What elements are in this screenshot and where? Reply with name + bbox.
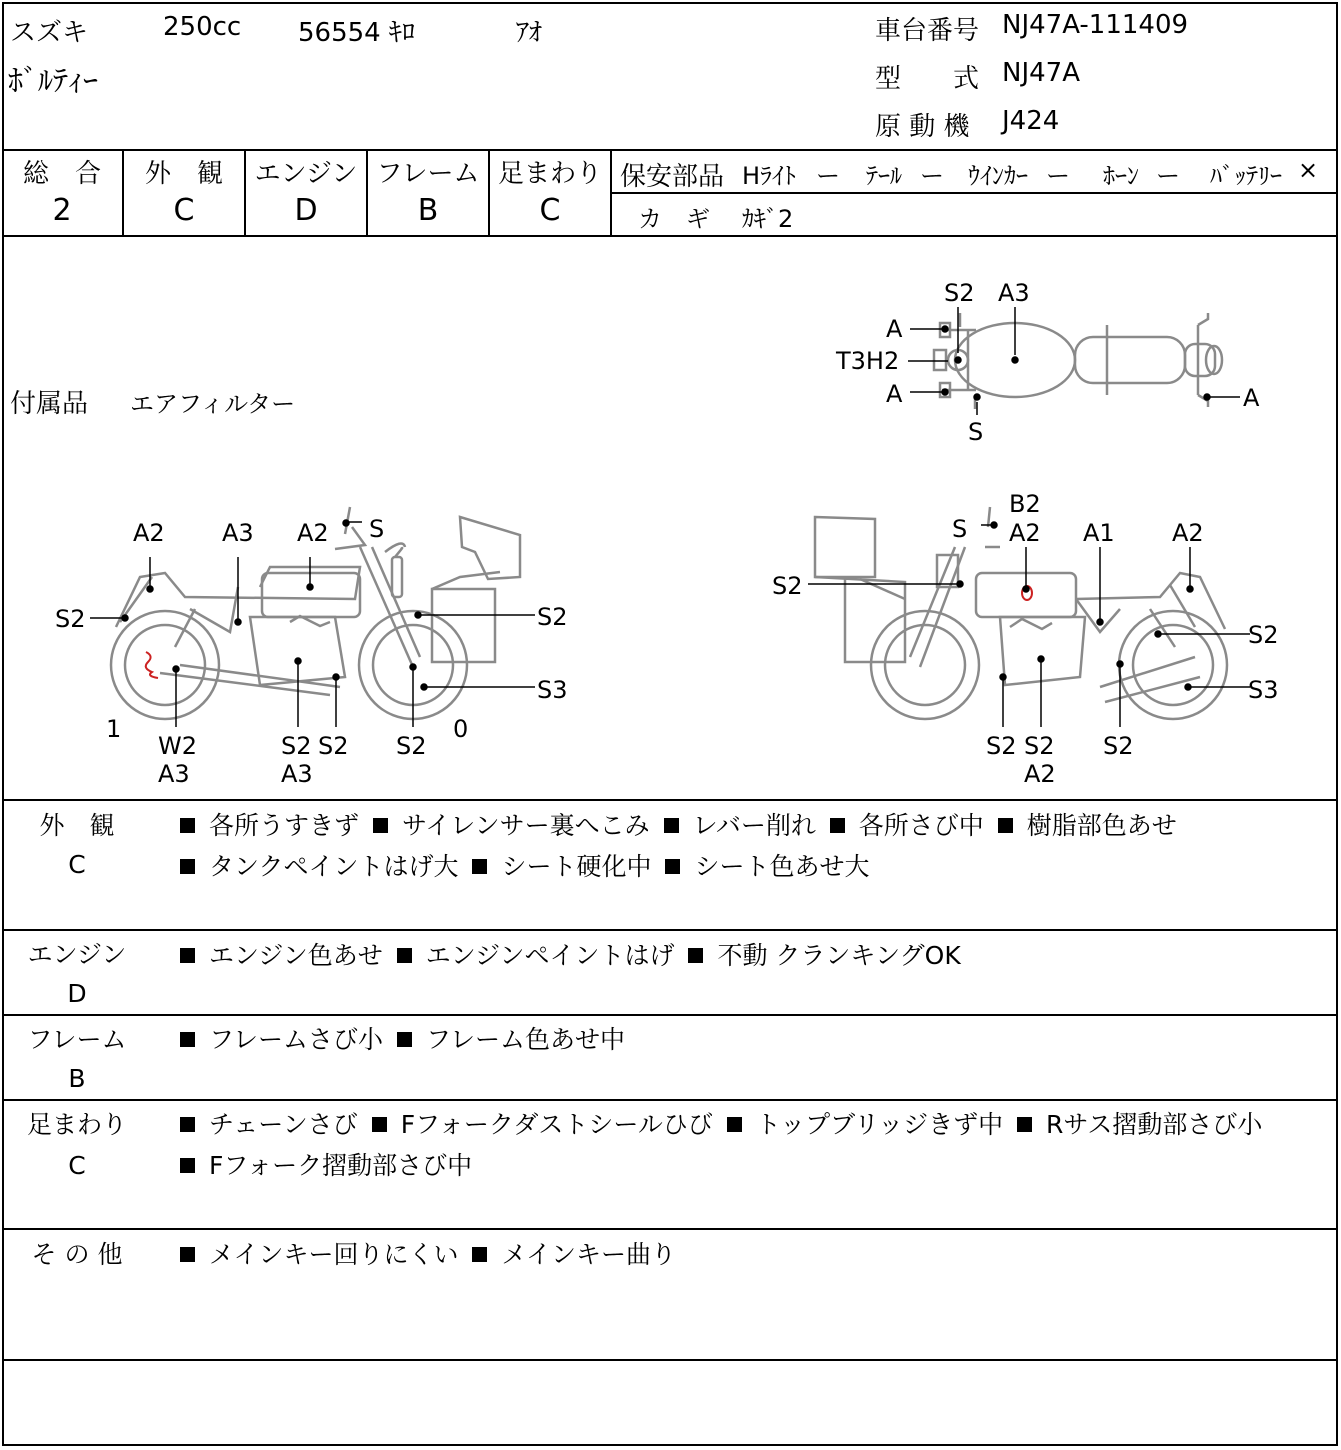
bullet-square-icon bbox=[998, 818, 1013, 833]
comment-item: フレームさび小 bbox=[174, 1025, 383, 1054]
diagram-label: S2 bbox=[944, 279, 975, 307]
accessories-value: エアフィルター bbox=[130, 390, 296, 418]
chassis-value: NJ47A-111409 bbox=[1002, 10, 1189, 40]
diagram-label: A bbox=[886, 380, 903, 408]
bullet-square-icon bbox=[472, 859, 487, 874]
section-exterior-grade: C bbox=[68, 850, 86, 879]
comment-item: レバー削れ bbox=[658, 811, 816, 840]
safety-headlight-status: ー bbox=[816, 162, 840, 190]
safety-winker: ｳｲﾝｶｰ bbox=[968, 162, 1028, 190]
grade-overall-label: 総 合 bbox=[22, 159, 101, 189]
diagram-label: S3 bbox=[1248, 676, 1279, 704]
comment-item: Rサス摺動部さび小 bbox=[1011, 1110, 1262, 1139]
grade-exterior-value: C bbox=[173, 193, 195, 228]
comment-item: タンクペイントはげ大 bbox=[174, 852, 459, 881]
safety-horn: ﾎｰﾝ bbox=[1103, 162, 1139, 190]
grade-engine-value: D bbox=[294, 193, 318, 228]
comment-item: トップブリッジきず中 bbox=[721, 1110, 1003, 1139]
bullet-square-icon bbox=[180, 1032, 195, 1047]
diagram-label: A3 bbox=[222, 519, 254, 547]
grade-engine-label: エンジン bbox=[254, 159, 358, 189]
grade-suspension-value: C bbox=[539, 193, 561, 228]
section-engine-label: エンジン bbox=[27, 940, 127, 969]
comment-item: Fフォークダストシールひび bbox=[366, 1110, 713, 1139]
diagram-label: S bbox=[968, 418, 984, 446]
color: ｱｵ bbox=[516, 18, 543, 48]
diagram-label: S2 bbox=[396, 732, 427, 760]
bullet-square-icon bbox=[472, 1247, 487, 1262]
key-value: ｶｷﾞ2 bbox=[742, 205, 794, 233]
comment-item: エンジンペイントはげ bbox=[391, 941, 675, 970]
safety-horn-status: ー bbox=[1156, 162, 1180, 190]
bullet-square-icon bbox=[180, 1158, 195, 1173]
diagram-label: S2 bbox=[772, 572, 803, 600]
grade-overall-value: 2 bbox=[52, 193, 72, 228]
type-label: 型 式 bbox=[875, 64, 980, 94]
diagram-label: S2 bbox=[537, 603, 568, 631]
safety-tail: ﾃｰﾙ bbox=[866, 162, 902, 190]
diagram-label: A2 bbox=[297, 519, 329, 547]
safety-headlight: Hﾗｲﾄ bbox=[742, 162, 797, 190]
bullet-square-icon bbox=[180, 948, 195, 963]
section-suspension-label: 足まわり bbox=[26, 1110, 127, 1139]
damage-diagrams bbox=[0, 237, 1341, 800]
maker: スズキ bbox=[10, 18, 89, 48]
diagram-label: A3 bbox=[281, 760, 313, 788]
bullet-square-icon bbox=[373, 818, 388, 833]
diagram-label: A2 bbox=[1024, 760, 1056, 788]
chassis-label: 車台番号 bbox=[875, 16, 980, 46]
divider bbox=[2, 929, 1338, 931]
section-exterior-label: 外 観 bbox=[39, 811, 115, 840]
divider bbox=[2, 799, 1338, 801]
grade-frame-label: フレーム bbox=[376, 159, 480, 189]
diagram-label: T3H2 bbox=[836, 347, 900, 375]
red-mark bbox=[146, 586, 1032, 678]
section-engine-grade: D bbox=[67, 979, 87, 1008]
diagram-label: S bbox=[952, 515, 968, 543]
comment-item: メインキー回りにくい bbox=[174, 1240, 459, 1269]
bullet-square-icon bbox=[1017, 1117, 1032, 1132]
diagram-label: 1 bbox=[106, 715, 122, 743]
model-name: ﾎﾞﾙﾃｨｰ bbox=[8, 64, 98, 99]
safety-label: 保安部品 bbox=[620, 162, 725, 192]
diagram-label: A2 bbox=[1009, 519, 1041, 547]
section-frame-grade: B bbox=[68, 1064, 86, 1093]
diagram-label: S2 bbox=[1024, 732, 1055, 760]
bullet-square-icon bbox=[180, 1117, 195, 1132]
displacement: 250cc bbox=[163, 12, 242, 42]
bullet-square-icon bbox=[688, 948, 703, 963]
diagram-label: A bbox=[886, 315, 903, 343]
comment-item: サイレンサー裏へこみ bbox=[367, 811, 650, 840]
diagram-label: A3 bbox=[998, 279, 1030, 307]
comment-item: メインキー曲り bbox=[466, 1240, 676, 1269]
diagram-label: S2 bbox=[281, 732, 312, 760]
section-frame-items bbox=[174, 1019, 1324, 1060]
bullet-square-icon bbox=[397, 948, 412, 963]
bullet-square-icon bbox=[664, 818, 679, 833]
diagram-label: S2 bbox=[1248, 621, 1279, 649]
mileage: 56554 ｷﾛ bbox=[298, 18, 415, 48]
safety-winker-status: ー bbox=[1046, 162, 1070, 190]
comment-item: 各所さび中 bbox=[824, 811, 984, 840]
section-other-label: そ の 他 bbox=[31, 1240, 123, 1269]
grade-frame-value: B bbox=[417, 193, 439, 228]
diagram-label: B2 bbox=[1009, 490, 1041, 518]
divider bbox=[2, 1228, 1338, 1230]
comment-item: 樹脂部色あせ bbox=[992, 811, 1177, 840]
section-other-items bbox=[174, 1234, 1324, 1275]
diagram-label: S bbox=[369, 515, 385, 543]
accessories-label: 付属品 bbox=[10, 389, 89, 419]
bullet-square-icon bbox=[372, 1117, 387, 1132]
grade-suspension-label: 足まわり bbox=[497, 159, 602, 189]
diagram-label: A1 bbox=[1083, 519, 1115, 547]
diagram-label: S2 bbox=[986, 732, 1017, 760]
diagram-label: S2 bbox=[1103, 732, 1134, 760]
bullet-square-icon bbox=[180, 818, 195, 833]
section-exterior-items bbox=[174, 805, 1324, 887]
bullet-square-icon bbox=[180, 859, 195, 874]
diagram-label: A bbox=[1243, 384, 1260, 412]
safety-battery: ﾊﾞｯﾃﾘｰ bbox=[1210, 162, 1282, 190]
comment-item: シート硬化中 bbox=[466, 852, 651, 881]
section-suspension-grade: C bbox=[68, 1151, 86, 1180]
bullet-square-icon bbox=[665, 859, 680, 874]
divider bbox=[2, 1014, 1338, 1016]
safety-tail-status: ー bbox=[920, 162, 944, 190]
comment-item: シート色あせ大 bbox=[659, 852, 869, 881]
divider bbox=[2, 1359, 1338, 1361]
comment-item: 各所うすきず bbox=[174, 811, 359, 840]
section-frame-label: フレーム bbox=[27, 1025, 127, 1054]
engine-label: 原 動 機 bbox=[875, 112, 970, 142]
bullet-square-icon bbox=[180, 1247, 195, 1262]
comment-item: フレーム色あせ中 bbox=[391, 1025, 625, 1054]
divider bbox=[2, 1099, 1338, 1101]
diagram-label: A2 bbox=[1172, 519, 1204, 547]
diagram-label: S3 bbox=[537, 676, 568, 704]
comment-item: エンジン色あせ bbox=[174, 941, 383, 970]
diagram-label: A2 bbox=[133, 519, 165, 547]
section-suspension-items bbox=[174, 1104, 1324, 1186]
section-engine-items bbox=[174, 935, 1324, 976]
type-value: NJ47A bbox=[1002, 58, 1080, 88]
bullet-square-icon bbox=[397, 1032, 412, 1047]
safety-battery-status: × bbox=[1298, 156, 1319, 184]
key-label: カ ギ bbox=[638, 205, 710, 233]
diagram-label: W2 bbox=[158, 732, 197, 760]
divider bbox=[2, 149, 1338, 151]
diagram-label: A3 bbox=[158, 760, 190, 788]
comment-item: チェーンさび bbox=[174, 1110, 358, 1139]
bullet-square-icon bbox=[727, 1117, 742, 1132]
grade-exterior-label: 外 観 bbox=[144, 159, 223, 189]
bullet-square-icon bbox=[830, 818, 845, 833]
engine-value: J424 bbox=[1002, 106, 1060, 136]
diagram-label: S2 bbox=[55, 605, 86, 633]
diagram-label: S2 bbox=[318, 732, 349, 760]
comment-item: 不動 クランキングOK bbox=[682, 941, 960, 970]
comment-item: Fフォーク摺動部さび中 bbox=[174, 1151, 472, 1180]
diagram-label: 0 bbox=[453, 715, 469, 743]
